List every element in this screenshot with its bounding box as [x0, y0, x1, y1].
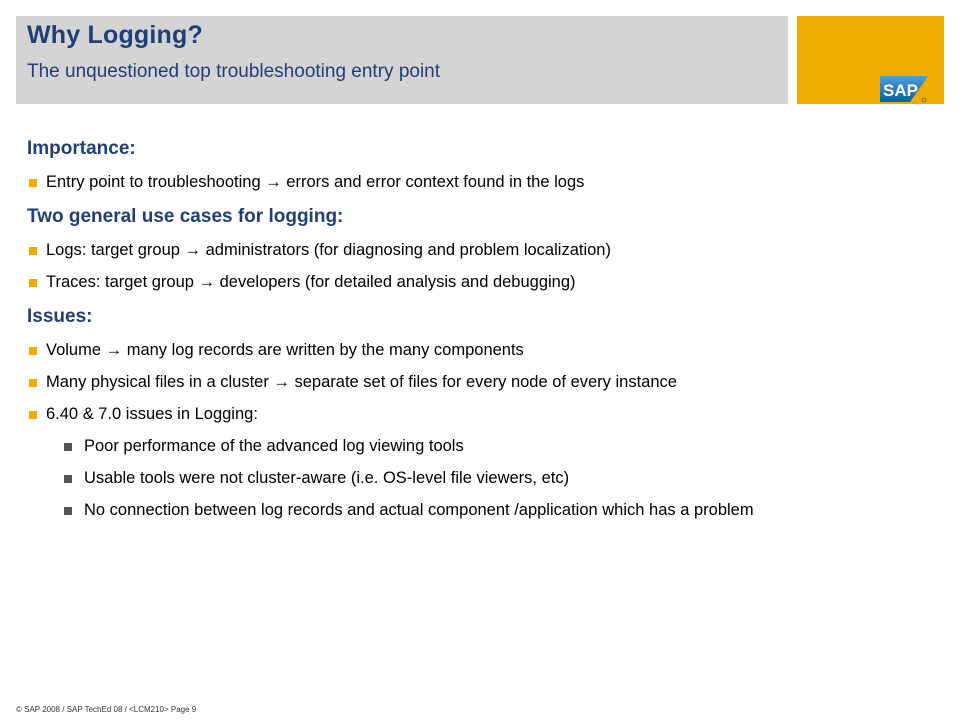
- slide-body: [27, 138, 927, 520]
- bullet-item: Many physical files in a cluster → separate set of files for every node of every instance: [27, 372, 927, 392]
- section-heading-use-cases: Two general use cases for logging:: [27, 206, 344, 227]
- bullet-item: Logs: target group → administrators (for diagnosing and problem localization): [27, 240, 927, 260]
- sap-logo: [880, 72, 928, 104]
- sub-bullet-item: No connection between log records and actual component /application which has a problem: [27, 500, 864, 520]
- section-heading-importance: Importance:: [27, 138, 136, 159]
- issues-sub-list: [27, 436, 927, 520]
- sub-bullet-item: Poor performance of the advanced log viewing tools: [27, 436, 864, 456]
- sub-bullet-item: Usable tools were not cluster-aware (i.e. OS-level file viewers, etc): [27, 468, 864, 488]
- importance-list: [27, 172, 927, 192]
- use-cases-list: [27, 240, 927, 292]
- bullet-item: Traces: target group → developers (for detailed analysis and debugging): [27, 272, 927, 292]
- slide-subtitle: The unquestioned top troubleshooting entry point: [27, 61, 441, 82]
- bullet-item: Entry point to troubleshooting → errors and error context found in the logs: [27, 172, 927, 192]
- slide-title: Why Logging?: [27, 21, 203, 49]
- footer-text: © SAP 2008 / SAP TechEd 08 / <LCM210> Page 9: [16, 705, 197, 714]
- issues-list: [27, 340, 927, 424]
- bullet-item: 6.40 & 7.0 issues in Logging:: [27, 404, 927, 424]
- section-heading-issues: Issues:: [27, 306, 93, 327]
- bullet-item: Volume → many log records are written by the many components: [27, 340, 927, 360]
- sap-logo-text: SAP: [883, 81, 918, 100]
